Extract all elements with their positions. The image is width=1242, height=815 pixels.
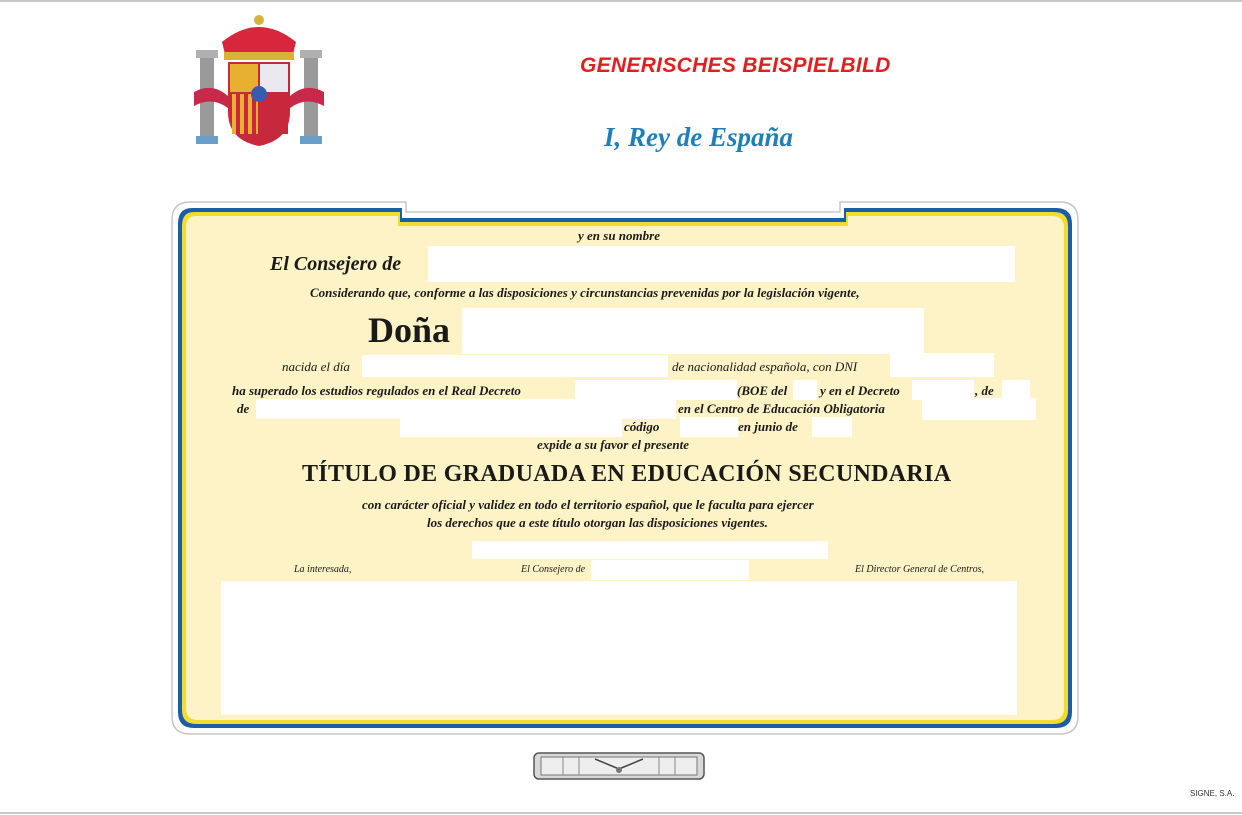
redacted-year-region — [812, 417, 852, 437]
de-suffix-text: , de — [975, 383, 994, 398]
considerando-text: Considerando que, conforme a las disposiciones y circunstancias prevenidas por la legislación vigente, — [310, 285, 860, 300]
printer-mark: SIGNE, S.A. — [1190, 789, 1235, 798]
redacted-birthdate-region — [362, 355, 668, 377]
redacted-consejero-region — [428, 246, 1015, 282]
top-border-line — [0, 0, 1242, 2]
dona-label: Doña — [368, 310, 451, 350]
redacted-codigo-region — [680, 417, 738, 437]
nacionalidad-text: de nacionalidad española, con DNI — [672, 359, 858, 374]
redacted-consejero-sig-region — [591, 560, 749, 580]
king-line-heading: I, Rey de España — [604, 122, 793, 152]
nacida-label: nacida el día — [282, 359, 350, 374]
validez-line-2: los derechos que a este título otorgan las disposiciones vigentes. — [427, 515, 768, 530]
redacted-dni-region — [890, 353, 994, 377]
redacted-boe-region — [793, 380, 817, 400]
redacted-centro-name-region — [400, 419, 622, 437]
redacted-decreto-region — [912, 380, 974, 400]
sample-watermark-text: GENERISCHES BEISPIELBILD — [580, 54, 891, 77]
signature-interesada-label: La interesada, — [294, 564, 352, 575]
signature-consejero-label: El Consejero de — [521, 564, 586, 575]
estudios-text: ha superado los estudios regulados en el Real Decreto — [232, 383, 521, 398]
validez-line-1: con carácter oficial y validez en todo el territorio español, que le faculta para ejercer — [362, 497, 814, 512]
bottom-border-line — [0, 812, 1242, 814]
expide-text: expide a su favor el presente — [537, 437, 690, 452]
codigo-label: código — [624, 419, 660, 434]
redacted-real-decreto-region — [575, 380, 737, 400]
centro-text: en el Centro de Educación Obligatoria — [678, 401, 885, 416]
consejero-label: El Consejero de — [270, 253, 402, 275]
redacted-name-region — [462, 308, 924, 354]
redacted-date-place-region — [472, 541, 828, 559]
redacted-centro-region — [922, 398, 1036, 420]
junio-text: en junio de — [738, 419, 798, 434]
coat-of-arms-emblem — [192, 12, 326, 148]
in-his-name-text: y en su nombre — [578, 228, 660, 243]
redacted-locality-region — [256, 399, 676, 419]
boe-text: (BOE del — [737, 383, 788, 398]
redacted-decreto-date-region — [1002, 380, 1030, 400]
de-prefix-text: de — [237, 401, 250, 416]
certificate-title: TÍTULO DE GRADUADA EN EDUCACIÓN SECUNDARIA — [302, 461, 952, 487]
bottom-stamp-emblem — [533, 751, 705, 781]
decreto-text: y en el Decreto — [820, 383, 900, 398]
redacted-signatures-region — [221, 581, 1017, 715]
signature-director-label: El Director General de Centros, — [855, 564, 984, 575]
